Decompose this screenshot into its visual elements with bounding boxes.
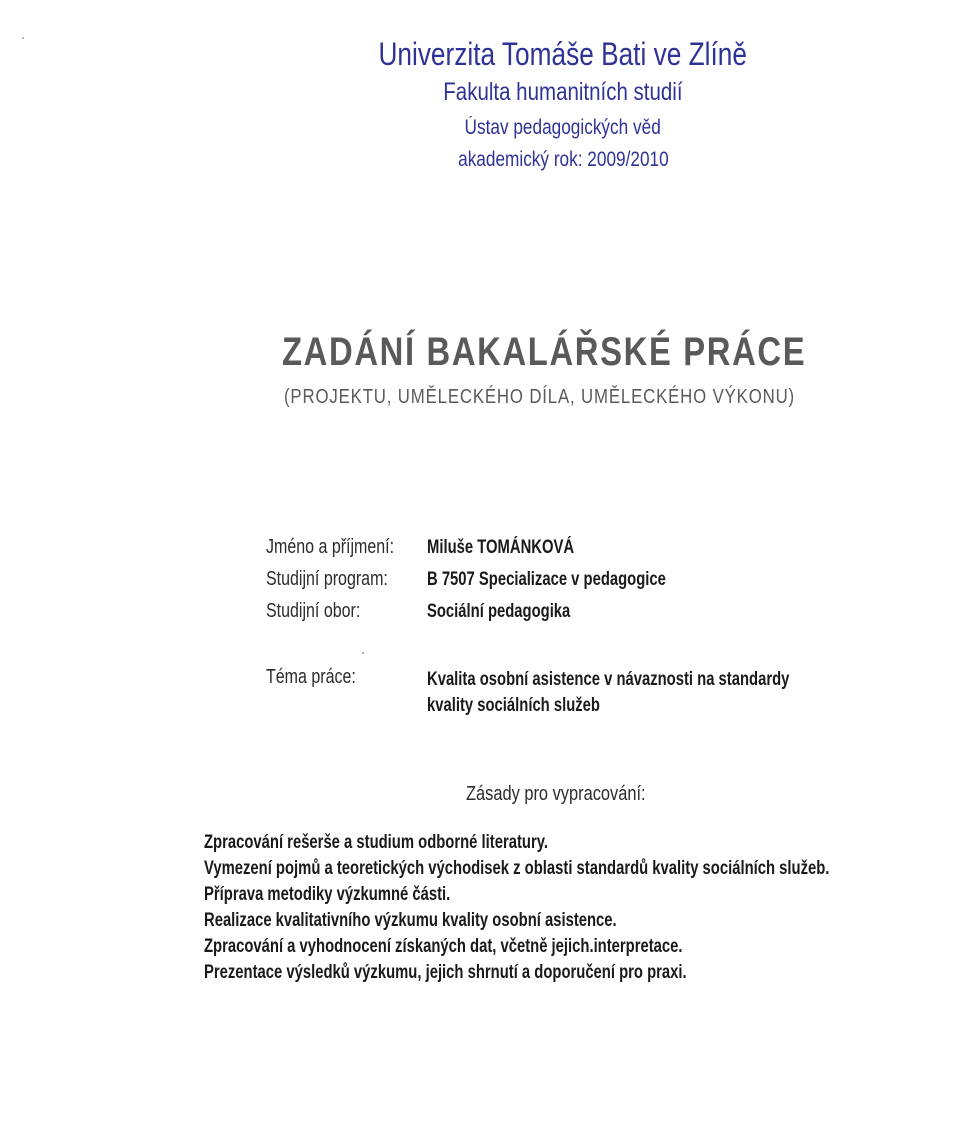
field-label: Studijní obor:	[266, 600, 361, 622]
institute-name: Ústav pedagogických věd	[464, 116, 662, 139]
principle-item: Realizace kvalitativního výzkumu kvality osobní asistence.	[204, 910, 617, 931]
topic-label: Téma práce:	[266, 666, 356, 688]
principles-list	[204, 830, 960, 986]
program-label: Studijní program:	[266, 568, 388, 590]
topic-line: kvality sociálních služeb	[427, 695, 600, 716]
principle-item: Zpracování rešerše a studium odborné literatury.	[204, 832, 548, 853]
university-name: Univerzita Tomáše Bati ve Zlíně	[378, 36, 748, 72]
academic-year: akademický rok: 2009/2010	[457, 148, 669, 171]
document-title: ZADÁNÍ BAKALÁŘSKÉ PRÁCE	[282, 330, 807, 374]
name-value: Miluše TOMÁNKOVÁ	[427, 537, 575, 558]
name-label: Jméno a příjmení:	[266, 536, 395, 558]
principle-item: Prezentace výsledků výzkumu, jejich shrnutí a doporučení pro praxi.	[204, 962, 687, 983]
principle-item: Příprava metodiky výzkumné části.	[204, 884, 451, 905]
faculty-name: Fakulta humanitních studií	[443, 78, 683, 106]
principles-heading: Zásady pro vypracování:	[466, 783, 646, 805]
document-subtitle: (PROJEKTU, UMĚLECKÉHO DÍLA, UMĚLECKÉHO VÝKONU)	[284, 386, 795, 408]
principle-item: Zpracování a vyhodnocení získaných dat, včetně jejich.interpretace.	[204, 936, 683, 957]
program-value: B 7507 Specializace v pedagogice	[427, 569, 666, 590]
topic-line: Kvalita osobní asistence v návaznosti na standardy	[427, 669, 790, 690]
field-value: Sociální pedagogika	[427, 601, 571, 622]
topic-value	[427, 667, 892, 719]
scan-speck	[362, 652, 364, 654]
principle-item: Vymezení pojmů a teoretických východisek z oblasti standardů kvality sociálních služeb.	[204, 858, 830, 879]
